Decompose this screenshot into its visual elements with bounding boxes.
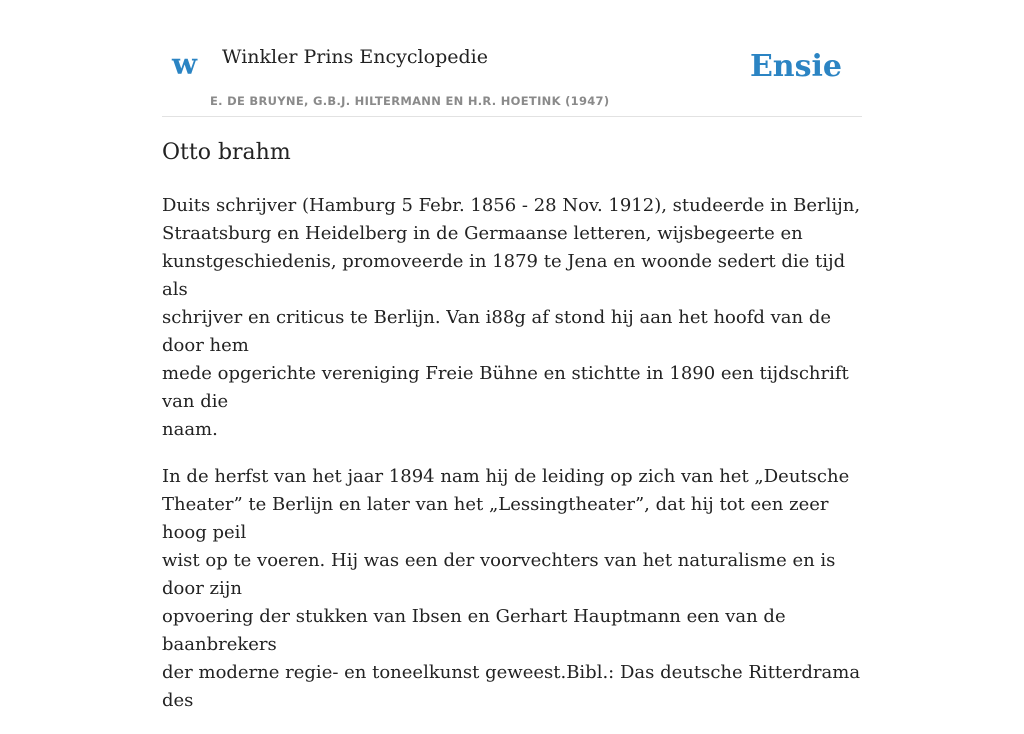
article-title: Otto brahm bbox=[162, 140, 291, 165]
article-body bbox=[162, 192, 862, 734]
site-title[interactable]: Winkler Prins Encyclopedie bbox=[222, 46, 488, 68]
winkler-prins-logo[interactable]: w bbox=[172, 47, 197, 81]
article-paragraph-2: In de herfst van het jaar 1894 nam hij de leiding op zich van het „Deutsche Theater” te Berlijn en later van het „Lessingtheater”, dat hij tot een zeer hoog peil wist op te voeren. Hij was een der voorvechters van het naturalisme en is door zijn opvoering der stukken van Ibsen en Gerhart Hauptmann een van de baanbrekers der moderne regie- en toneelkunst geweest.Bibl.: Das deutsche Ritterdrama des bbox=[162, 466, 861, 711]
authors-line: E. DE BRUYNE, G.B.J. HILTERMANN EN H.R. HOETINK (1947) bbox=[210, 94, 610, 108]
site-header bbox=[162, 0, 862, 117]
ensie-logo[interactable]: Ensie bbox=[749, 49, 842, 84]
article-paragraph-1: Duits schrijver (Hamburg 5 Febr. 1856 - 28 Nov. 1912), studeerde in Berlijn, Straatsburg en Heidelberg in de Germaanse letteren, wijsbegeerte en kunstgeschiedenis, promoveerde in 1879 te Jena en woonde sedert die tijd als schrijver en criticus te Berlijn. Van i88g af stond hij aan het hoofd van de door hem mede opgerichte vereniging Freie Bühne en stichtte in 1890 een tijdschrift van die naam. bbox=[162, 195, 861, 440]
